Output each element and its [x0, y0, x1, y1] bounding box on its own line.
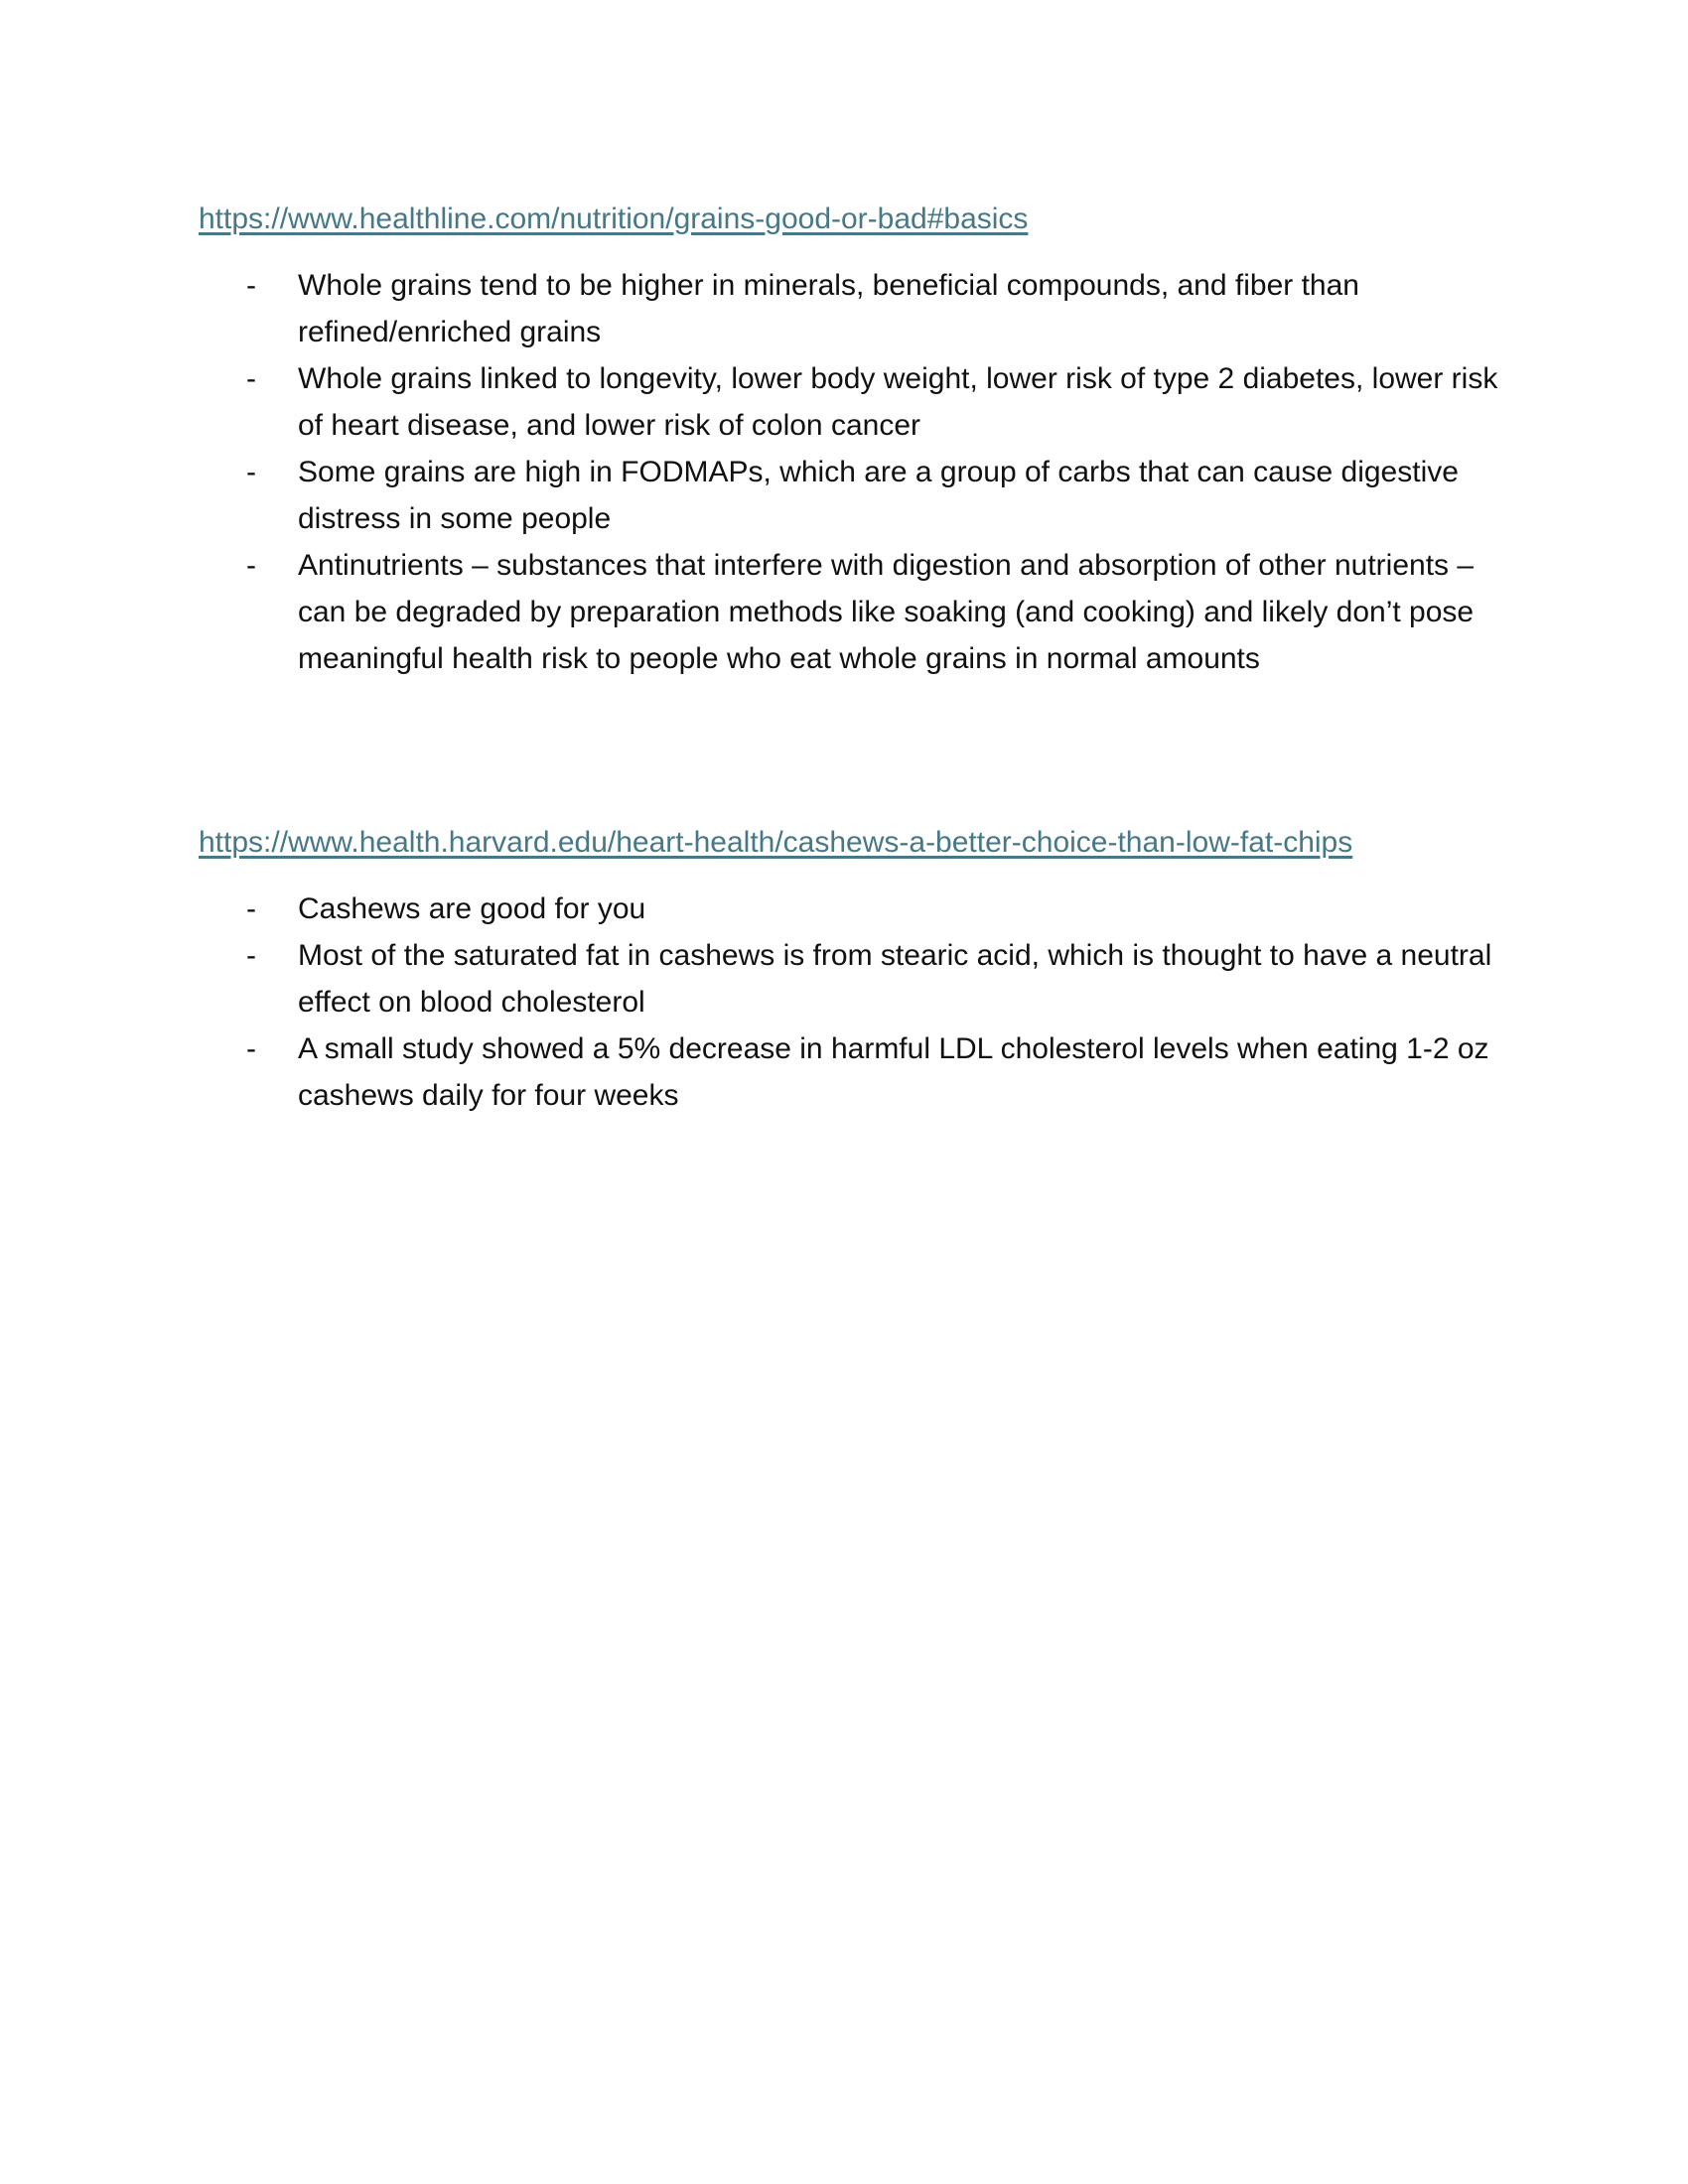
bullet-dash: -	[246, 456, 256, 488]
list-item	[199, 355, 1509, 449]
bullet-text: Whole grains tend to be higher in minerals, beneficial compounds, and fiber than refined/enriched grains	[298, 269, 1359, 348]
bullet-dash: -	[246, 892, 256, 925]
bullet-text: Cashews are good for you	[298, 892, 646, 925]
bullet-dash: -	[246, 269, 256, 302]
bullet-text: Some grains are high in FODMAPs, which are a group of carbs that can cause digestive distress in some people	[298, 456, 1459, 535]
bullet-dash: -	[246, 939, 256, 972]
harvard-notes-section	[199, 820, 1509, 1119]
healthline-source-link[interactable]: https://www.healthline.com/nutrition/grains-good-or-bad#basics	[199, 203, 1029, 235]
list-item	[199, 542, 1509, 682]
bullet-text: Most of the saturated fat in cashews is from stearic acid, which is thought to have a neutral effect on blood cholesterol	[298, 939, 1492, 1019]
harvard-bullet-list	[199, 886, 1509, 1119]
bullet-text: A small study showed a 5% decrease in harmful LDL cholesterol levels when eating 1-2 oz cashews daily for four weeks	[298, 1032, 1489, 1112]
list-item	[199, 1025, 1509, 1119]
list-item	[199, 262, 1509, 355]
bullet-dash: -	[246, 549, 256, 582]
list-item	[199, 932, 1509, 1025]
bullet-dash: -	[246, 1032, 256, 1065]
bullet-text: Whole grains linked to longevity, lower body weight, lower risk of type 2 diabetes, lower risk of heart disease, and lower risk of colon cancer	[298, 362, 1498, 442]
bullet-dash: -	[246, 362, 256, 395]
bullet-text: Antinutrients – substances that interfere with digestion and absorption of other nutrients – can be degraded by preparation methods like soaking (and cooking) and likely don’t pose meaningful health risk to people who eat whole grains in normal amounts	[298, 549, 1475, 675]
list-item	[199, 449, 1509, 542]
healthline-notes-section	[199, 197, 1509, 682]
list-item	[199, 886, 1509, 932]
harvard-source-link[interactable]: https://www.health.harvard.edu/heart-health/cashews-a-better-choice-than-low-fat-chips	[199, 826, 1353, 859]
healthline-bullet-list	[199, 262, 1509, 682]
